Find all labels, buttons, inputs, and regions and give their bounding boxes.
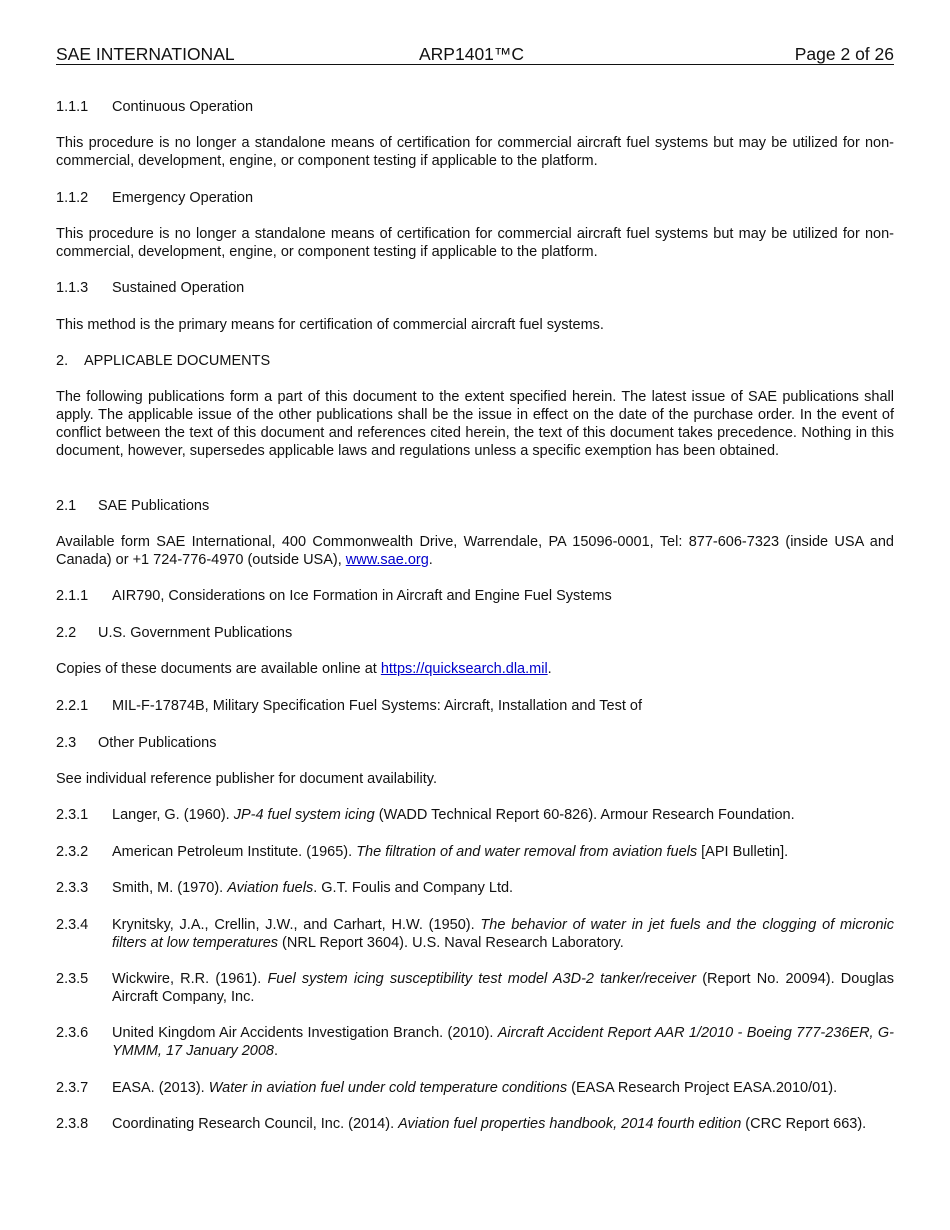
header-page-number: Page 2 of 26 (794, 44, 894, 64)
section-heading-1-1-1 (56, 98, 894, 116)
citation-source: (NRL Report 3604). U.S. Naval Research Laboratory. (278, 935, 624, 951)
citation-title: Water in aviation fuel under cold temperature conditions (208, 1080, 568, 1096)
citation-source: [API Bulletin]. (697, 844, 789, 860)
citation-source: (CRC Report 663). (741, 1116, 867, 1132)
reference-citation (112, 916, 894, 952)
reference-number: 2.3.1 (56, 807, 89, 823)
citation-source: (Report No. 20094). Douglas Aircraft Company, Inc. (112, 971, 894, 1005)
paragraph-2-2 (56, 660, 894, 678)
section-number: 2.1.1 (56, 588, 89, 604)
section-title: Continuous Operation (112, 99, 254, 115)
citation-title: Aviation fuels (227, 880, 314, 896)
section-heading-2-2-1 (56, 697, 894, 715)
section-heading-2-1 (56, 497, 894, 515)
paragraph-end: . (547, 661, 552, 677)
reference-citation (112, 1079, 894, 1097)
section-title: APPLICABLE DOCUMENTS (84, 353, 271, 369)
reference-number: 2.3.3 (56, 880, 89, 896)
reference-number: 2.3.2 (56, 844, 89, 860)
section-heading-2-1-1 (56, 587, 894, 605)
paragraph-end: . (428, 552, 433, 568)
reference-item (56, 1079, 894, 1097)
citation-source: (EASA Research Project EASA.2010/01). (567, 1080, 838, 1096)
reference-item (56, 916, 894, 952)
section-number: 2.2 (56, 625, 77, 641)
section-title: SAE Publications (98, 498, 210, 514)
paragraph-1-1-2: This procedure is no longer a standalone means of certification for commercial aircraft fuel systems but may be utilized for non-commercial, development, engine, or component testing if applicable to the platform. (56, 226, 894, 260)
citation-author: Wickwire, R.R. (1961). (112, 971, 268, 987)
citation-title: The filtration of and water removal from aviation fuels (356, 844, 698, 860)
section-title: U.S. Government Publications (98, 625, 293, 641)
reference-citation (112, 970, 894, 1006)
section-title: MIL-F-17874B, Military Specification Fuel Systems: Aircraft, Installation and Test of (112, 698, 643, 714)
section-title: Sustained Operation (112, 280, 245, 296)
citation-title: Aircraft Accident Report AAR 1/2010 - Boeing 777-236ER, G-YMMM, 17 January 2008 (112, 1025, 895, 1059)
citation-author: Coordinating Research Council, Inc. (2014). (112, 1116, 399, 1132)
reference-number: 2.3.5 (56, 971, 89, 987)
paragraph-1-1-3: This method is the primary means for certification of commercial aircraft fuel systems. (56, 317, 604, 333)
citation-author: United Kingdom Air Accidents Investigation Branch. (2010). (112, 1025, 498, 1041)
citation-author: EASA. (2013). (112, 1080, 209, 1096)
citation-title: JP-4 fuel system icing (233, 807, 375, 823)
section-number: 2.2.1 (56, 698, 89, 714)
reference-item (56, 843, 894, 861)
paragraph-2-3: See individual reference publisher for document availability. (56, 771, 437, 787)
section-number: 2. (56, 353, 69, 369)
paragraph-text: Available form SAE International, 400 Commonwealth Drive, Warrendale, PA 15096-0001, Tel: 877-606-7323 (inside USA and Canada) or +1 724-776-4970 (outside USA), (56, 534, 894, 568)
section-heading-2-2 (56, 624, 894, 642)
section-title: Emergency Operation (112, 190, 254, 206)
reference-number: 2.3.6 (56, 1025, 89, 1041)
reference-item (56, 970, 894, 1006)
citation-title: Aviation fuel properties handbook, 2014 fourth edition (398, 1116, 742, 1132)
reference-number: 2.3.4 (56, 917, 89, 933)
section-heading-2 (56, 352, 894, 370)
header-document-id: ARP1401™C (419, 44, 525, 64)
reference-citation (112, 806, 894, 824)
citation-title: Fuel system icing susceptibility test model A3D-2 tanker/receiver (267, 971, 697, 987)
reference-item (56, 1115, 894, 1133)
paragraph-1-1-1: This procedure is no longer a standalone means of certification for commercial aircraft fuel systems but may be utilized for non-commercial, development, engine, or component testing if applicable to the platform. (56, 135, 894, 169)
reference-item (56, 1024, 894, 1060)
section-heading-1-1-2 (56, 189, 894, 207)
reference-item (56, 806, 894, 824)
citation-author: Smith, M. (1970). (112, 880, 228, 896)
citation-title: The behavior of water in jet fuels and the clogging of micronic filters at low temperatures (112, 917, 894, 951)
section-number: 1.1.3 (56, 280, 89, 296)
reference-number: 2.3.7 (56, 1080, 89, 1096)
citation-source: . G.T. Foulis and Company Ltd. (313, 880, 514, 896)
citation-source: . (274, 1043, 279, 1059)
section-number: 2.3 (56, 735, 77, 751)
reference-citation (112, 1115, 894, 1133)
section-title: AIR790, Considerations on Ice Formation in Aircraft and Engine Fuel Systems (112, 588, 612, 604)
reference-item (56, 879, 894, 897)
section-heading-1-1-3 (56, 279, 894, 297)
section-heading-2-3 (56, 734, 894, 752)
paragraph-2: The following publications form a part of this document to the extent specified herein. The latest issue of SAE publications shall apply. The applicable issue of the other publications shall be the issue in effect on the date of the purchase order. In the event of conflict between the text of this document and references cited herein, the text of this document takes precedence. Nothing in this document, however, supersedes applicable laws and regulations unless a specific exemption has been obtained. (56, 389, 894, 459)
sae-website-link[interactable]: www.sae.org (345, 552, 429, 568)
dla-quicksearch-link[interactable]: https://quicksearch.dla.mil (380, 661, 548, 677)
header-organization: SAE INTERNATIONAL (56, 44, 235, 64)
paragraph-2-1 (56, 533, 894, 569)
section-title: Other Publications (98, 735, 217, 751)
paragraph-text: Copies of these documents are available online at (56, 661, 381, 677)
reference-number: 2.3.8 (56, 1116, 89, 1132)
citation-author: American Petroleum Institute. (1965). (112, 844, 357, 860)
reference-citation (112, 843, 894, 861)
citation-author: Krynitsky, J.A., Crellin, J.W., and Carhart, H.W. (1950). (112, 917, 481, 933)
citation-source: (WADD Technical Report 60-826). Armour Research Foundation. (374, 807, 795, 823)
page-header (56, 43, 894, 65)
section-number: 1.1.1 (56, 99, 89, 115)
reference-citation (112, 1024, 894, 1060)
reference-citation (112, 879, 894, 897)
citation-author: Langer, G. (1960). (112, 807, 234, 823)
section-number: 2.1 (56, 498, 77, 514)
section-number: 1.1.2 (56, 190, 89, 206)
